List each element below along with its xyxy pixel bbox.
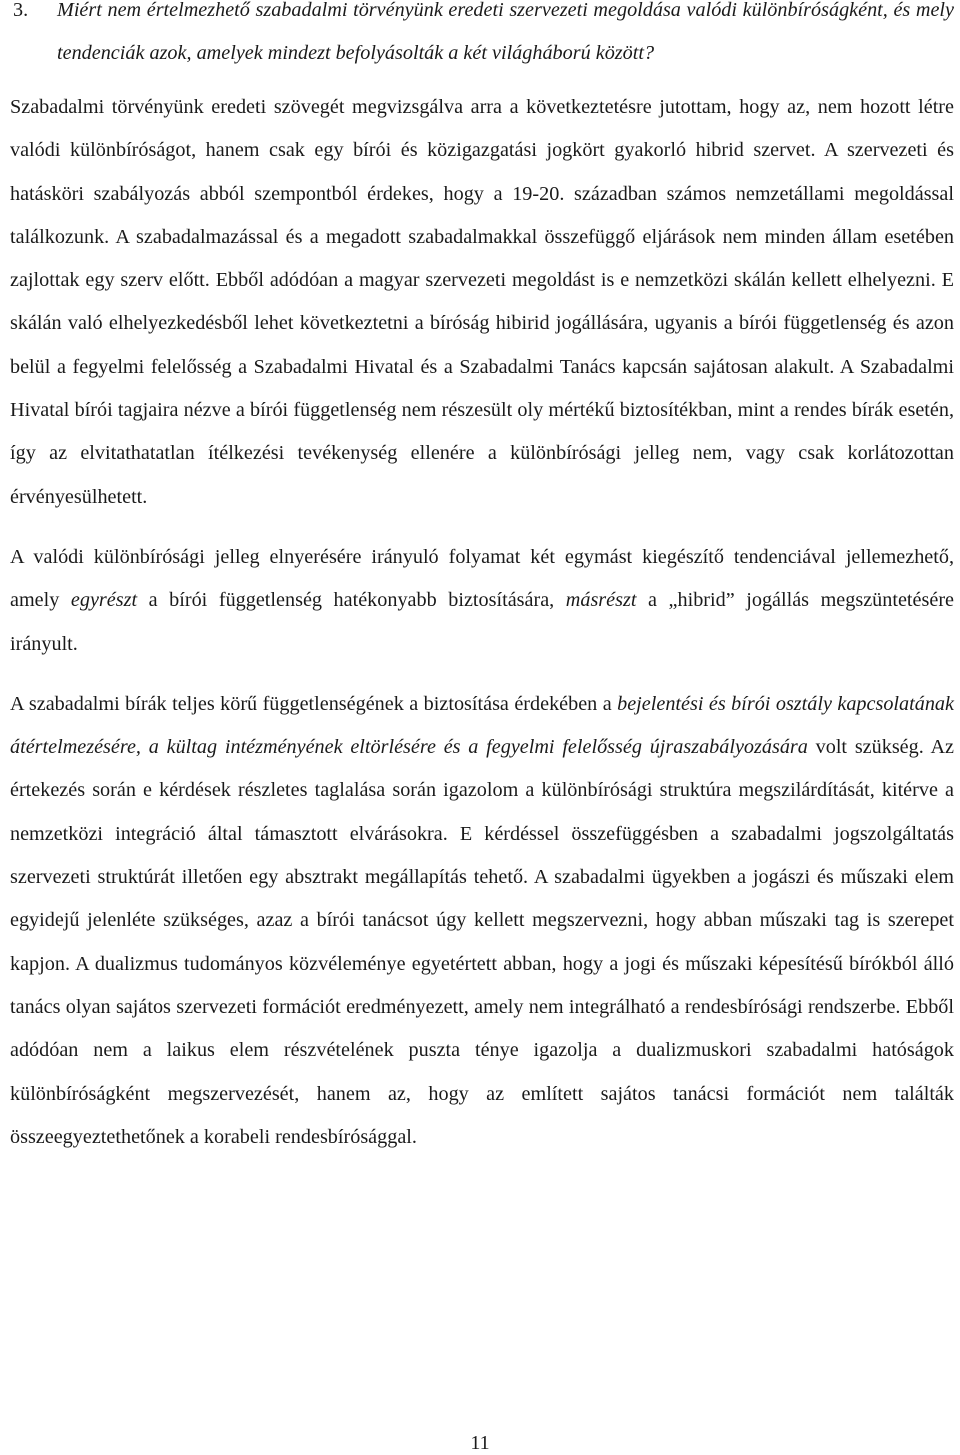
paragraph-1: Szabadalmi törvényünk eredeti szövegét megvizsgálva arra a következtetésre jutottam, hogy az, nem hozott létre valódi különbíróságot, hanem csak egy bírói és közigazgatási jogkört gyakorló hibrid szervet. A szervezeti és hatásköri szabályozás abból szempontból érdekes, hogy a 19-20. században számos nemzetállami megoldással találkozunk. A szabadalmazással és a megadott szabadalmakkal összefüggő eljárások nem minden állam esetében zajlottak egy szerv előtt. Ebből adódóan a magyar szervezeti megoldást is e nemzetközi skálán kellett elhelyezni. E skálán való elhelyezkedésből lehet következtetni a bíróság hibirid jogállására, ugyanis a bírói függetlenség és azon belül a fegyelmi felelősség a Szabadalmi Hivatal és a Szabadalmi Tanács kapcsán sajátosan alakult. A Szabadalmi Hivatal bírói tagjaira nézve a bírói függetlenség nem részesült oly mértékű biztosítékban, mint a rendes bírák esetén, így az elvitathatatlan ítélkezési tevékenység ellenére a különbírósági jelleg nem, vagy csak korlátozottan érvényesülhetett. bbox=[10, 96, 954, 508]
paragraph-3-italic-phrase: bejelentési és bírói osztály kapcsolatának átértelmezésére, a kültag intézményének eltörlésére és a fegyelmi felelősség újraszabályozására bbox=[10, 692, 954, 759]
paragraph-2-text-a: A valódi különbírósági jelleg elnyerésére irányuló folyamat két egymást kiegészítő tendenciával jellemezhető, amely bbox=[10, 545, 954, 612]
paragraph-2-italic-masreszt: másrészt bbox=[565, 589, 637, 612]
question-text: Miért nem értelmezhető szabadalmi törvényünk eredeti szervezeti megoldása valódi különbíróságként, és mely tendenciák azok, amelyek mindezt befolyásolták a két világháború között? bbox=[57, 0, 954, 64]
paragraph-3-text-a: A szabadalmi bírák teljes körű függetlenségének a biztosítása érdekében a bbox=[10, 692, 618, 715]
paragraph-3 bbox=[10, 683, 954, 1159]
paragraph-2-text-c: a bírói függetlenség hatékonyabb biztosítására, bbox=[137, 589, 566, 612]
paragraph-2-italic-egyreszt: egyrészt bbox=[70, 589, 138, 612]
numbered-question bbox=[10, 0, 954, 75]
document-page bbox=[10, 0, 954, 1159]
paragraph-3-text-c: volt szükség. Az értekezés során e kérdések részletes taglalása során igazolom a különbírósági struktúra megszilárdítását, kitérve a nemzetközi integráció által támasztott elvárásokra. E kérdéssel összefüggésben a szabadalmi jogszolgáltatás szervezeti struktúrát illetően egy absztrakt megállapítás tehető. A szabadalmi ügyekben a jogászi és műszaki elem egyidejű jelenléte szükséges, azaz a bírói tanácsot úgy kellett megszervezni, hogy abban műszaki tag is szerepet kapjon. A dualizmus tudományos közvéleménye egyetértett abban, hogy a jogi és műszaki képesítésű bírókból álló tanács olyan sajátos szervezeti formációt eredményezett, amely nem integrálható a rendesbírósági rendszerbe. Ebből adódóan nem a laikus elem részvételének puszta ténye igazolja a dualizmuskori szabadalmi hatóságok különbíróságként megszervezését, hanem az, hogy az említett sajátos tanácsi formációt nem találták összeegyeztethetőnek a korabeli rendesbírósággal. bbox=[10, 736, 954, 1148]
paragraph-2 bbox=[10, 536, 954, 666]
question-number: 3. bbox=[13, 0, 29, 21]
paragraph-2-text-e: a „hibrid” jogállás megszüntetésére irányult. bbox=[10, 589, 955, 655]
page-number: 11 bbox=[470, 1432, 490, 1454]
